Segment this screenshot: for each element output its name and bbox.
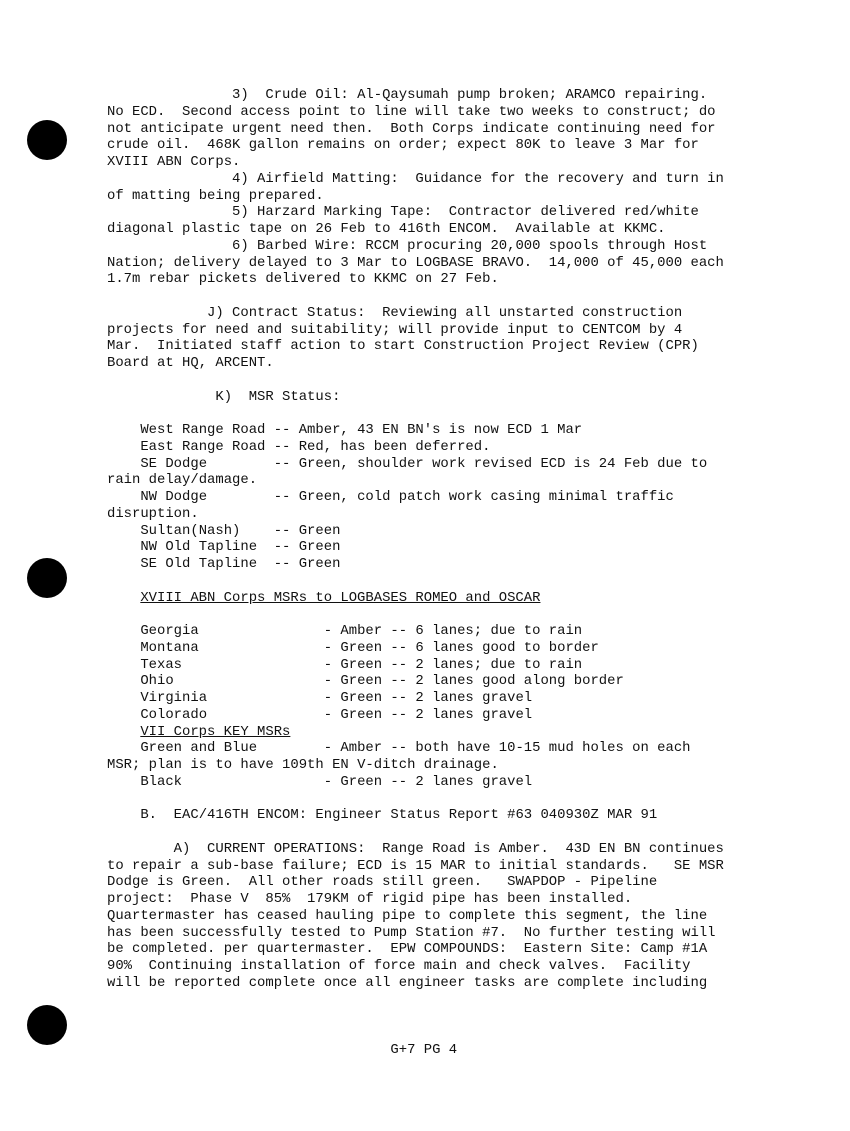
line-text: NW Old Tapline -- Green — [107, 539, 341, 556]
line-text: XVIII ABN Corps. — [107, 154, 241, 170]
text-line — [107, 188, 724, 205]
line-text: disruption. — [107, 505, 199, 522]
text-line — [107, 841, 724, 858]
text-line — [107, 422, 724, 439]
text-line — [107, 288, 724, 305]
text-line — [107, 690, 724, 707]
text-line — [107, 87, 724, 104]
line-text: Nation; delivery delayed to 3 Mar to LOGBASE BRAVO. 14,000 of 45,000 each — [107, 254, 724, 271]
punch-hole — [27, 120, 67, 160]
text-line — [107, 673, 724, 690]
line-text: 5) Harzard Marking Tape: Contractor delivered red/white — [107, 204, 699, 221]
text-line — [107, 640, 724, 657]
text-line — [107, 606, 724, 623]
text-line — [107, 389, 724, 406]
punch-hole — [27, 558, 67, 598]
text-line — [107, 405, 724, 422]
text-line — [107, 623, 724, 640]
text-line — [107, 958, 724, 975]
text-line — [107, 171, 724, 188]
text-line — [107, 456, 724, 473]
line-text: J) Contract Status: Reviewing all unstarted construction — [107, 304, 683, 321]
text-line — [107, 858, 724, 875]
text-line — [107, 305, 724, 322]
text-line — [107, 506, 724, 523]
text-line — [107, 104, 724, 121]
text-line — [107, 121, 724, 138]
line-text: B. EAC/416TH ENCOM: Engineer Status Report #63 040930Z MAR 91 — [107, 807, 658, 824]
line-text: Sultan(Nash) -- Green — [107, 522, 341, 539]
line-text: No ECD. Second access point to line will take two weeks to construct; do — [107, 103, 716, 120]
text-line — [107, 1025, 724, 1042]
line-text: NW Dodge -- Green, cold patch work casing minimal traffic — [107, 489, 674, 505]
line-text: 6) Barbed Wire: RCCM procuring 20,000 spools through Host — [107, 237, 708, 254]
line-text: has been successfully tested to Pump Station #7. No further testing will — [107, 924, 716, 941]
text-line — [107, 137, 724, 154]
section-heading — [107, 590, 724, 607]
line-text: Green and Blue - Amber -- both have 10-15 mud holes on each — [107, 740, 691, 757]
line-text: MSR; plan is to have 109th EN V-ditch drainage. — [107, 757, 499, 773]
text-line — [107, 523, 724, 540]
line-text: Colorado - Green -- 2 lanes gravel — [107, 706, 533, 723]
text-line — [107, 975, 724, 992]
line-text: Ohio - Green -- 2 lanes good along border — [107, 673, 624, 690]
line-text: SE Dodge -- Green, shoulder work revised ECD is 24 Feb due to — [107, 455, 708, 472]
line-text: Board at HQ, ARCENT. — [107, 355, 274, 371]
text-line — [107, 322, 724, 339]
line-text: Dodge is Green. All other roads still green. SWAPDOP - Pipeline — [107, 874, 658, 891]
text-line — [107, 238, 724, 255]
text-line — [107, 573, 724, 590]
text-line — [107, 1042, 724, 1059]
line-text: 90% Continuing installation of force main and check valves. Facility — [107, 958, 691, 974]
text-line — [107, 556, 724, 573]
text-line — [107, 925, 724, 942]
line-text: will be reported complete once all engineer tasks are complete including — [107, 974, 708, 991]
text-line — [107, 992, 724, 1009]
line-text: SE Old Tapline -- Green — [107, 556, 341, 572]
text-line — [107, 355, 724, 372]
line-text: 3) Crude Oil: Al-Qaysumah pump broken; ARAMCO repairing. — [107, 87, 708, 103]
line-text: East Range Road -- Red, has been deferred. — [107, 438, 491, 455]
text-line — [107, 807, 724, 824]
text-line — [107, 791, 724, 808]
text-line — [107, 757, 724, 774]
text-line — [107, 657, 724, 674]
text-line — [107, 824, 724, 841]
line-text: K) MSR Status: — [107, 388, 341, 405]
text-line — [107, 1008, 724, 1025]
text-line — [107, 372, 724, 389]
text-line — [107, 489, 724, 506]
document-page — [107, 87, 724, 1059]
line-text: project: Phase V 85% 179KM of rigid pipe has been installed. — [107, 891, 633, 907]
line-text: VII Corps KEY MSRs — [140, 723, 291, 740]
text-line — [107, 154, 724, 171]
text-line — [107, 439, 724, 456]
text-line — [107, 472, 724, 489]
punch-hole — [27, 1005, 67, 1045]
line-text: Black - Green -- 2 lanes gravel — [107, 773, 533, 790]
line-text: be completed. per quartermaster. EPW COMPOUNDS: Eastern Site: Camp #1A — [107, 941, 708, 958]
section-heading — [107, 724, 724, 741]
line-text: West Range Road -- Amber, 43 EN BN's is now ECD 1 Mar — [107, 422, 583, 438]
text-line — [107, 221, 724, 238]
text-line — [107, 539, 724, 556]
line-text: Quartermaster has ceased hauling pipe to complete this segment, the line — [107, 907, 708, 924]
text-line — [107, 271, 724, 288]
text-line — [107, 338, 724, 355]
line-text: to repair a sub-base failure; ECD is 15 MAR to initial standards. SE MSR — [107, 857, 724, 874]
text-line — [107, 774, 724, 791]
text-line — [107, 941, 724, 958]
line-text: not anticipate urgent need then. Both Corps indicate continuing need for — [107, 120, 716, 137]
line-text: Mar. Initiated staff action to start Construction Project Review (CPR) — [107, 338, 699, 355]
line-text: Montana - Green -- 6 lanes good to border — [107, 639, 599, 656]
text-line — [107, 740, 724, 757]
line-text: 4) Airfield Matting: Guidance for the recovery and turn in — [107, 170, 724, 187]
line-text: 1.7m rebar pickets delivered to KKMC on 27 Feb. — [107, 271, 499, 288]
line-text: crude oil. 468K gallon remains on order; expect 80K to leave 3 Mar for — [107, 137, 699, 154]
line-text: diagonal plastic tape on 26 Feb to 416th ENCOM. Available at KKMC. — [107, 221, 666, 237]
line-text: Georgia - Amber -- 6 lanes; due to rain — [107, 623, 583, 639]
text-line — [107, 255, 724, 272]
line-text: XVIII ABN Corps MSRs to LOGBASES ROMEO and OSCAR — [140, 589, 541, 606]
line-text: Texas - Green -- 2 lanes; due to rain — [107, 656, 583, 673]
line-text: G+7 PG 4 — [107, 1041, 458, 1058]
line-text: A) CURRENT OPERATIONS: Range Road is Amber. 43D EN BN continues — [107, 840, 724, 857]
line-text: projects for need and suitability; will provide input to CENTCOM by 4 — [107, 321, 683, 338]
text-line — [107, 874, 724, 891]
text-line — [107, 707, 724, 724]
line-text: Virginia - Green -- 2 lanes gravel — [107, 690, 533, 706]
text-line — [107, 891, 724, 908]
text-line — [107, 908, 724, 925]
text-line — [107, 204, 724, 221]
line-text: of matting being prepared. — [107, 187, 324, 204]
line-text: rain delay/damage. — [107, 472, 258, 489]
